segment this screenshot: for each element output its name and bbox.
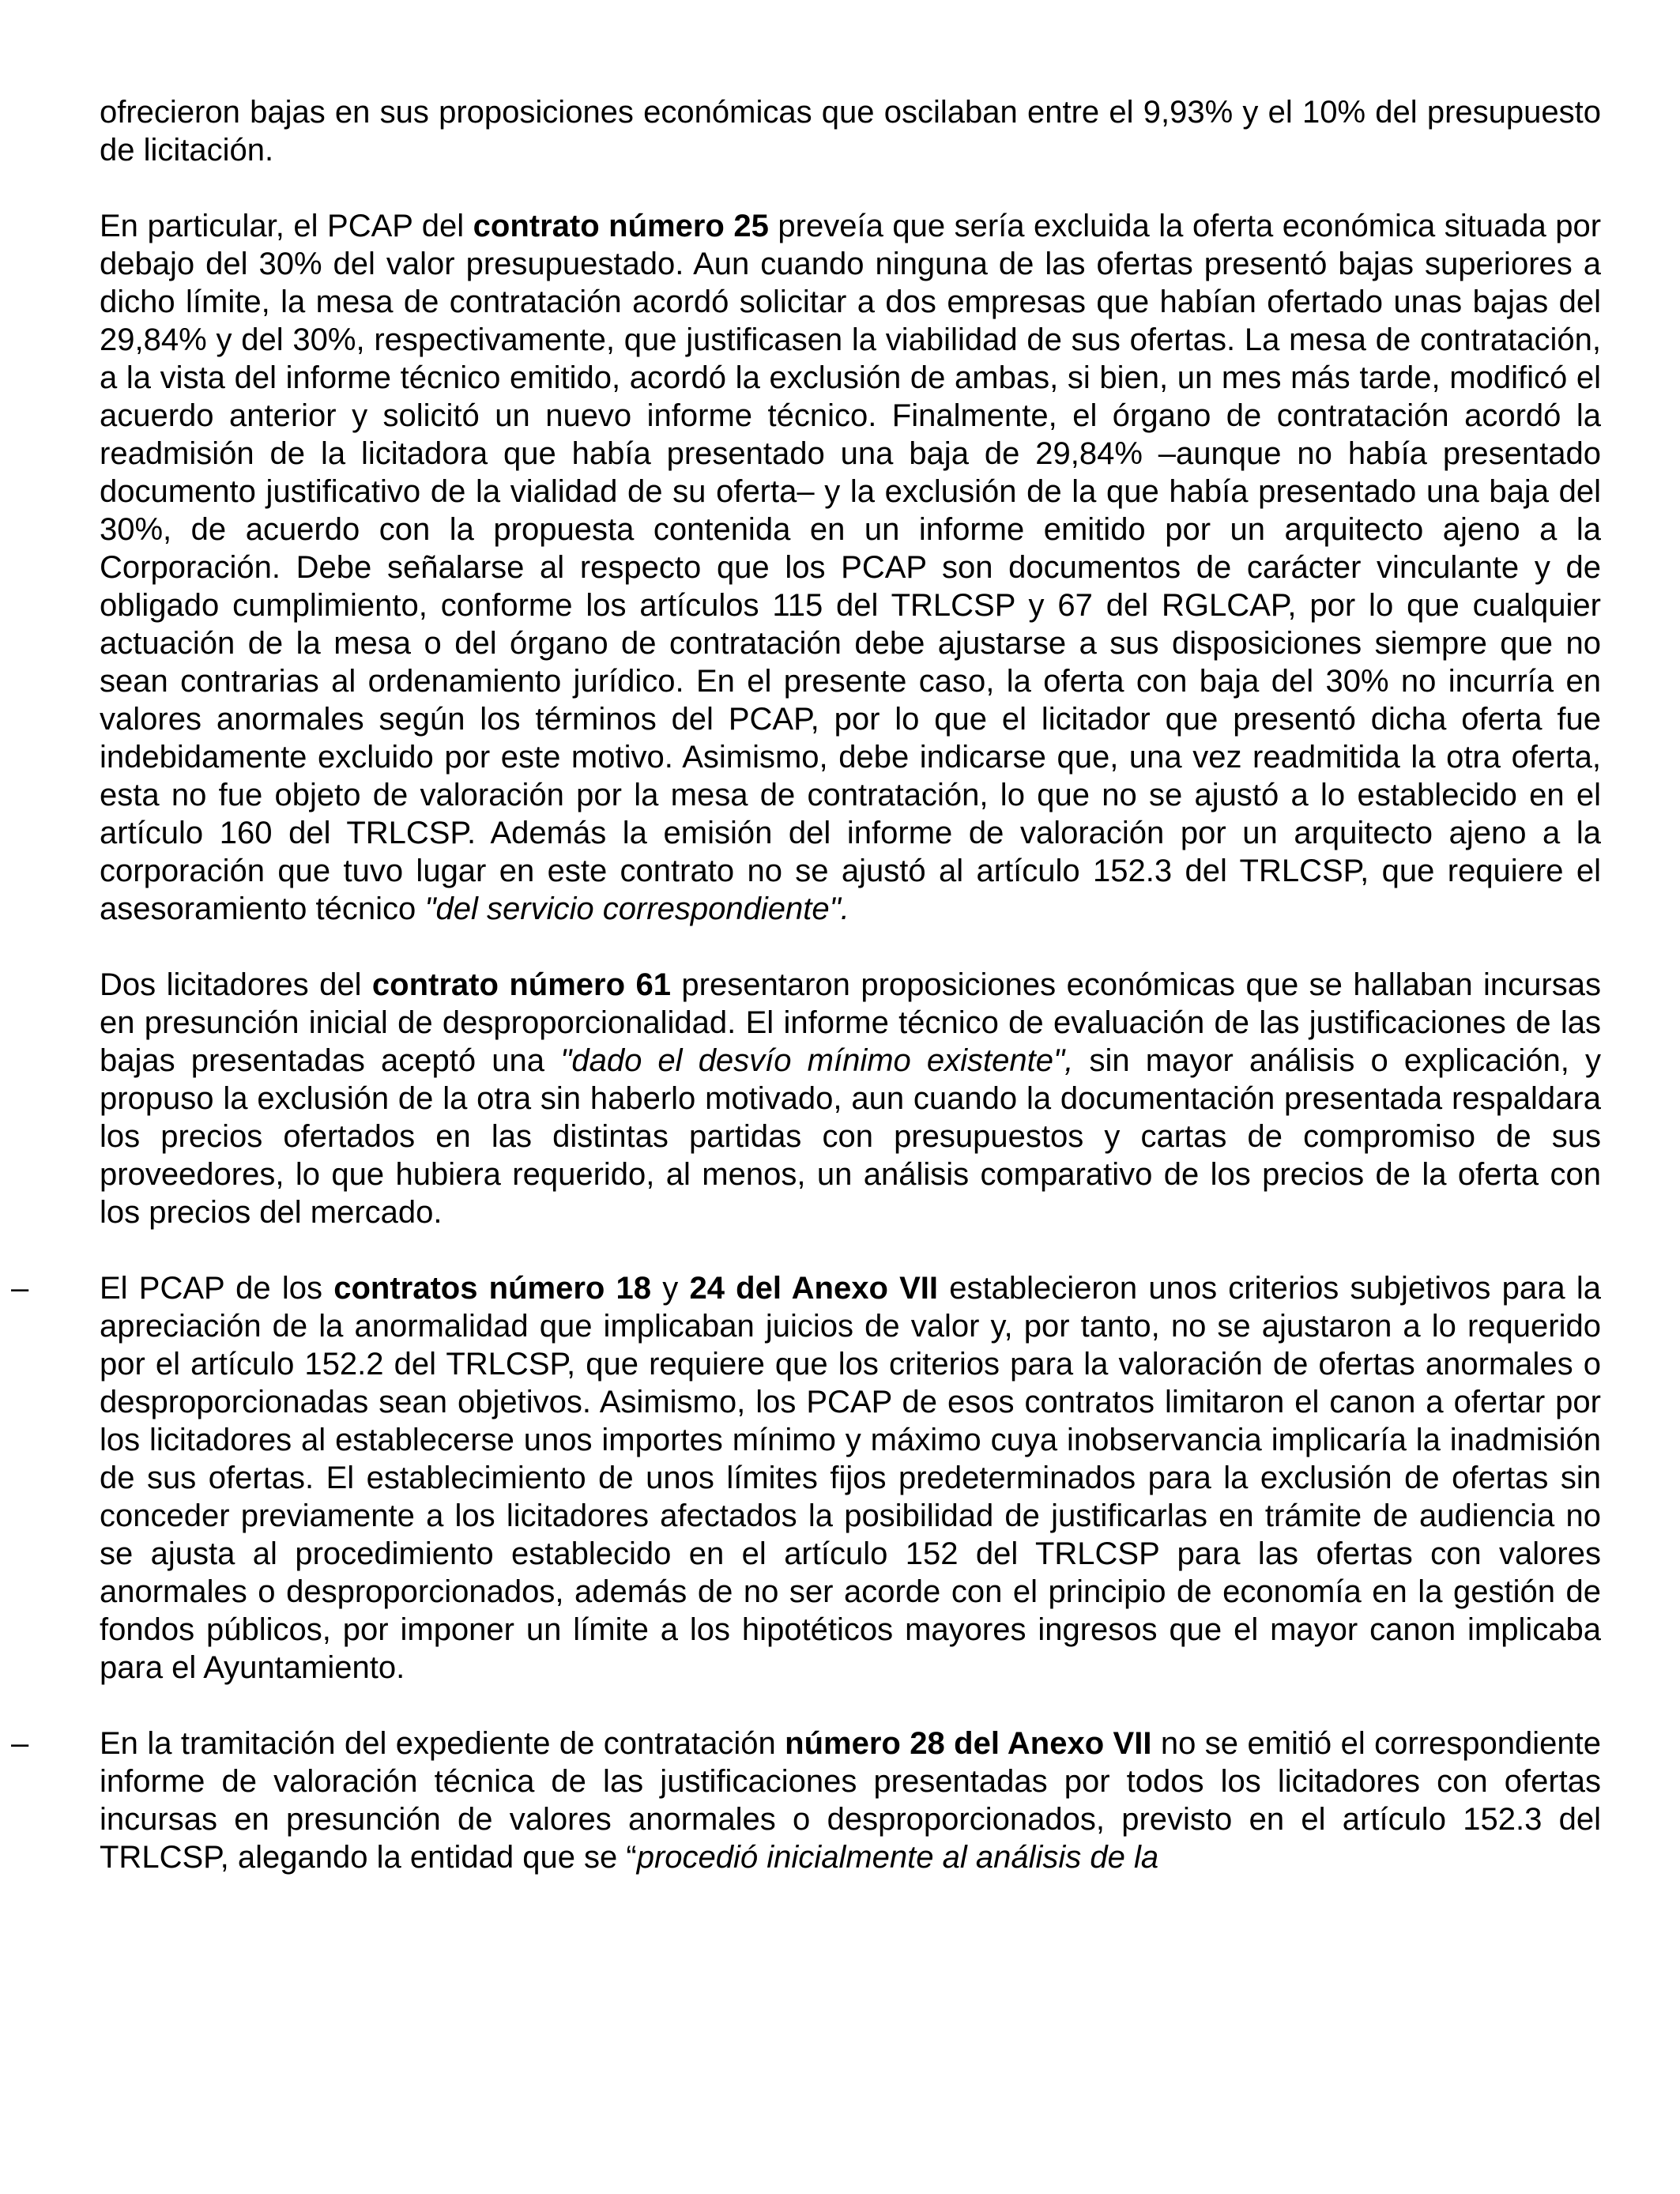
bullet-text: El PCAP de los <box>100 1271 334 1306</box>
paragraph-text: presentaron proposiciones económicas que se hallaban incursas en presunción inicial de desproporcionalidad. El informe técnico de evaluación de las justificaciones de las bajas presentadas aceptó una <box>100 967 1601 1078</box>
document-page <box>11 93 1602 1876</box>
paragraph-text: ofrecieron bajas en sus proposiciones económicas que oscilaban entre el 9,93% y el 10% del presupuesto de licitación. <box>100 95 1601 168</box>
bullet-item-2 <box>11 1725 1601 1876</box>
paragraph-text: preveía que sería excluida la oferta económica situada por debajo del 30% del valor presupuestado. Aun cuando ninguna de las ofertas presentó bajas superiores a dicho límite, la mesa de contratación acordó solicitar a dos empresas que habían ofertado unas bajas del 29,84% y del 30%, respectivamente, que justificasen la viabilidad de sus ofertas. La mesa de contratación, a la vista del informe técnico emitido, acordó la exclusión de ambas, si bien, un mes más tarde, modificó el acuerdo anterior y solicitó un nuevo informe técnico. Finalmente, el órgano de contratación acordó la readmisión de la licitadora que había presentado una baja de 29,84% –aunque no había presentado documento justificativo de la vialidad de su oferta– y la exclusión de la que había presentado una baja del 30%, de acuerdo con la propuesta contenida en un informe emitido por un arquitecto ajeno a la Corporación. Debe señalarse al respecto que los PCAP son documentos de carácter vinculante y de obligado cumplimiento, conforme los artículos 115 del TRLCSP y 67 del RGLCAP, por lo que cualquier actuación de la mesa o del órgano de contratación debe ajustarse a sus disposiciones siempre que no sean contrarias al ordenamiento jurídico. En el presente caso, la oferta con baja del 30% no incurría en valores anormales según los términos del PCAP, por lo que el licitador que presentó dicha oferta fue indebidamente excluido por este motivo. Asimismo, debe indicarse que, una vez readmitida la otra oferta, esta no fue objeto de valoración por la mesa de contratación, lo que no se ajustó a lo establecido en el artículo 160 del TRLCSP. Además la emisión del informe de valoración por un arquitecto ajeno a la corporación que tuvo lugar en este contrato no se ajustó al artículo 152.3 del TRLCSP, que requiere el asesoramiento técnico <box>100 209 1602 926</box>
bullet-text: y <box>651 1271 690 1306</box>
bullet-item-1 <box>11 1269 1601 1687</box>
paragraph-text: Dos licitadores del <box>100 967 372 1002</box>
bullet-text: no se emitió el correspondiente informe de valoración técnica de las justificaciones presentadas por todos los licitadores con ofertas incursas en presunción de valores anormales o desproporcionados, previsto en el artículo 152.3 del TRLCSP, alegando la entidad que se “ <box>100 1726 1601 1875</box>
bold-reference: 24 del Anexo VII <box>689 1271 939 1306</box>
bullet-text: establecieron unos criterios subjetivos para la apreciación de la anormalidad que implicaban juicios de valor y, por tanto, no se ajustaron a lo requerido por el artículo 152.2 del TRLCSP, que requiere que los criterios para la valoración de ofertas anormales o desproporcionadas sean objetivos. Asimismo, los PCAP de esos contratos limitaron el canon a ofertar por los licitadores al establecerse unos importes mínimo y máximo cuya inobservancia implicaría la inadmisión de sus ofertas. El establecimiento de unos límites fijos predeterminados para la exclusión de ofertas sin conceder previamente a los licitadores afectados la posibilidad de justificarlas en trámite de audiencia no se ajusta al procedimiento establecido en el artículo 152 del TRLCSP para las ofertas con valores anormales o desproporcionados, además de no ser acorde con el principio de economía en la gestión de fondos públicos, por imponer un límite a los hipotéticos mayores ingresos que el mayor canon implicaba para el Ayuntamiento. <box>100 1271 1601 1685</box>
italic-quote: "dado el desvío mínimo existente", <box>560 1043 1074 1078</box>
paragraph-1 <box>100 93 1601 169</box>
bold-reference: contrato número 61 <box>371 967 671 1002</box>
bold-reference: número 28 del Anexo VII <box>785 1726 1152 1761</box>
bullet-dash: – <box>11 1271 29 1306</box>
paragraph-3 <box>100 966 1601 1231</box>
italic-quote: procedió inicialmente al análisis de la <box>636 1840 1159 1875</box>
bold-reference: contrato número 25 <box>473 209 769 243</box>
bullet-dash: – <box>11 1726 29 1761</box>
paragraph-2 <box>100 207 1601 928</box>
italic-quote: "del servicio correspondiente". <box>424 892 849 926</box>
bullet-text: En la tramitación del expediente de contratación <box>100 1726 785 1761</box>
paragraph-text: En particular, el PCAP del <box>100 209 473 243</box>
paragraph-text: sin mayor análisis o explicación, y propuso la exclusión de la otra sin haberlo motivado, aun cuando la documentación presentada respaldara los precios ofertados en las distintas partidas con presupuestos y cartas de compromiso de sus proveedores, lo que hubiera requerido, al menos, un análisis comparativo de los precios de la oferta con los precios del mercado. <box>100 1043 1602 1230</box>
bold-reference: contratos número 18 <box>333 1271 652 1306</box>
